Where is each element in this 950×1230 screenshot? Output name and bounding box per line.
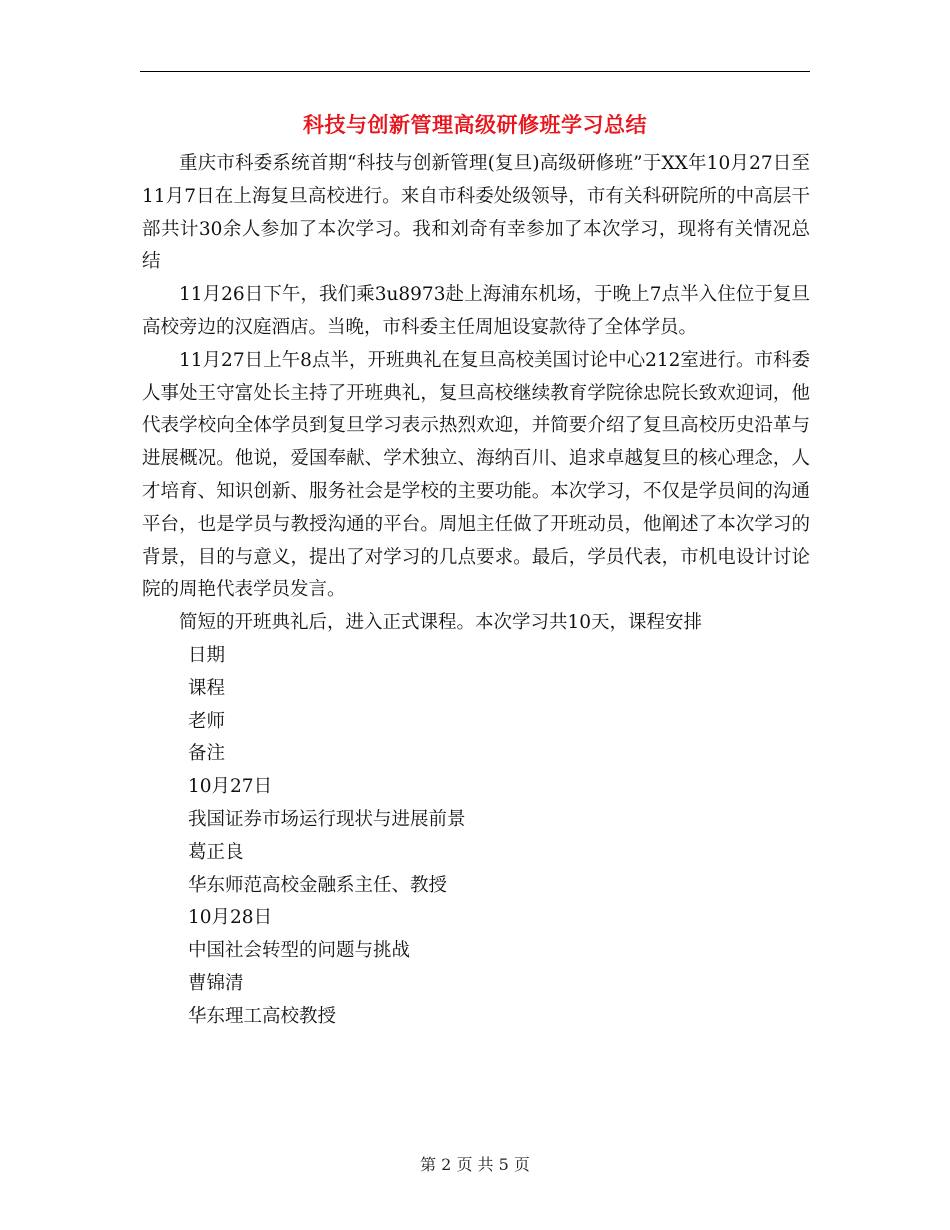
schedule-row-course: 中国社会转型的问题与挑战 <box>188 940 411 962</box>
schedule-header-note: 备注 <box>188 743 226 765</box>
paragraph-course-intro: 简短的开班典礼后，进入正式课程。本次学习共10天，课程安排 <box>179 612 703 634</box>
schedule-row-teacher: 曹锦清 <box>188 972 244 994</box>
page-number-footer: 第 2 页 共 5 页 <box>420 1155 530 1174</box>
schedule-row-course: 我国证券市场运行现状与进展前景 <box>188 808 466 830</box>
schedule-row-note: 华东理工高校教授 <box>188 1005 337 1027</box>
header-rule <box>140 71 810 72</box>
schedule-list <box>142 640 810 1034</box>
schedule-header-course: 课程 <box>188 677 226 699</box>
schedule-header-teacher: 老师 <box>188 710 226 732</box>
schedule-row-note: 华东师范高校金融系主任、教授 <box>188 874 448 896</box>
schedule-header-date: 日期 <box>188 644 226 666</box>
document-title: 科技与创新管理高级研修班学习总结 <box>303 112 647 137</box>
document-body <box>142 148 810 1034</box>
schedule-row-date: 10月27日 <box>188 776 273 798</box>
schedule-row-teacher: 葛正良 <box>188 841 244 863</box>
paragraph-intro: 重庆市科委系统首期“科技与创新管理(复旦)高级研修班”于XX年10月27日至11月7日在上海复旦高校进行。来自市科委处级领导，市有关科研院所的中高层干部共计30余人参加了本次学习。我和刘奇有幸参加了本次学习，现将有关情况总结 <box>142 153 810 273</box>
paragraph-arrival: 11月26日下午，我们乘3u8973赴上海浦东机场，于晚上7点半入住位于复旦高校旁边的汉庭酒店。当晚，市科委主任周旭设宴款待了全体学员。 <box>142 284 810 338</box>
schedule-row-date: 10月28日 <box>188 907 273 929</box>
paragraph-opening-ceremony: 11月27日上午8点半，开班典礼在复旦高校美国讨论中心212室进行。市科委人事处王守富处长主持了开班典礼，复旦高校继续教育学院徐忠院长致欢迎词，他代表学校向全体学员到复旦学习表示热烈欢迎，并简要介绍了复旦高校历史沿革与进展概况。他说，爱国奉献、学术独立、海纳百川、追求卓越复旦的核心理念，人才培育、知识创新、服务社会是学校的主要功能。本次学习，不仅是学员间的沟通平台，也是学员与教授沟通的平台。周旭主任做了开班动员，他阐述了本次学习的背景，目的与意义，提出了对学习的几点要求。最后，学员代表，市机电设计讨论院的周艳代表学员发言。 <box>142 349 810 601</box>
